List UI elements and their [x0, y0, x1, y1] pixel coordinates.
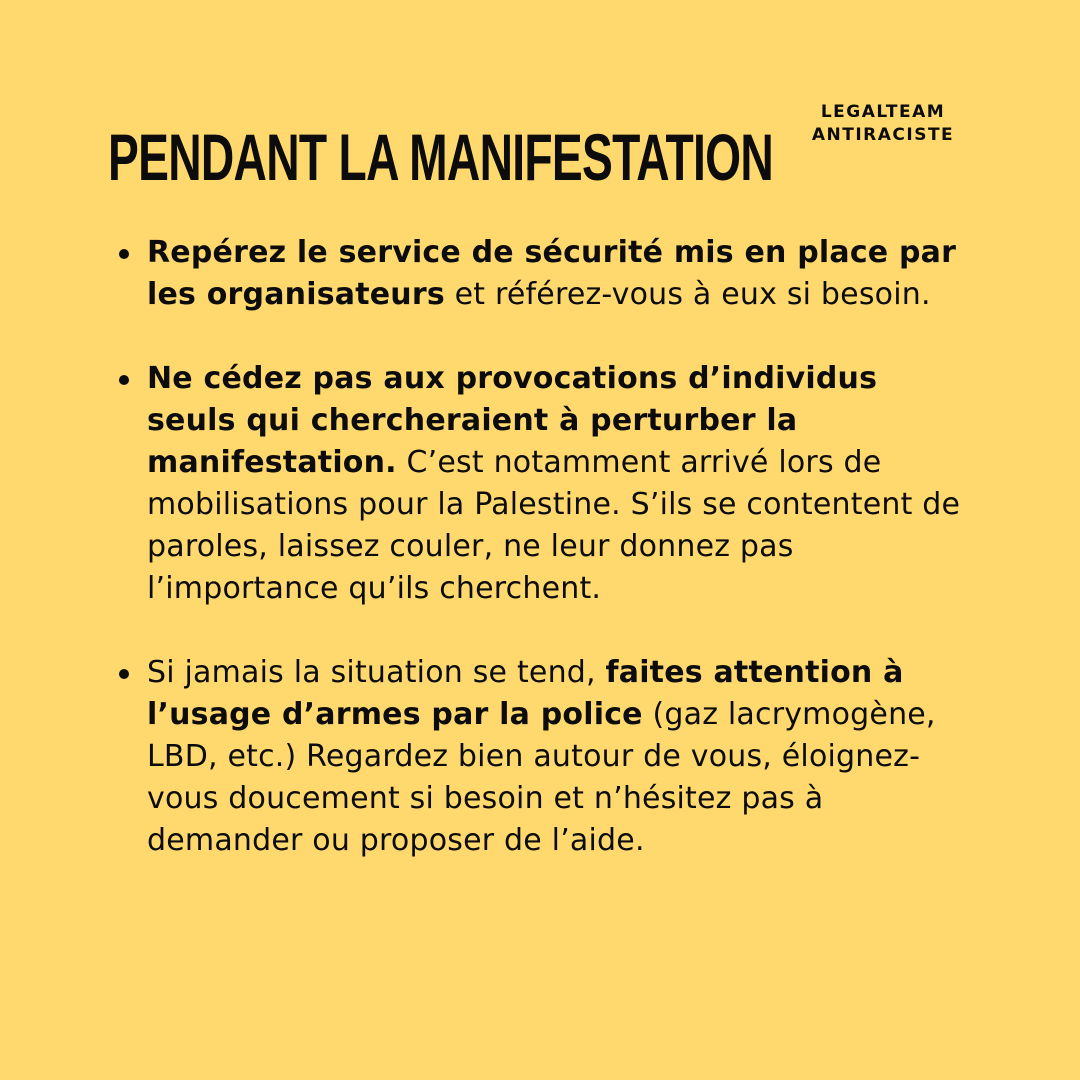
bullet-icon	[119, 375, 129, 385]
list-item	[108, 358, 968, 610]
item-text: C’est notamment arrivé lors de mobilisations pour la Palestine. S’ils se contentent de paroles, laissez couler, ne leur donnez pas l’importance qu’ils cherchent.	[147, 445, 961, 606]
page-title: PENDANT LA MANIFESTATION	[108, 120, 774, 194]
list-item	[108, 652, 968, 862]
item-bold-text: faites attention à l’usage d’armes par la police	[147, 655, 904, 732]
logo	[804, 101, 962, 147]
item-bold-text: Ne cédez pas aux provocations d’individus seuls qui chercheraient à perturber la manifestation.	[147, 361, 878, 480]
item-text: et référez-vous à eux si besoin.	[444, 277, 931, 312]
item-text: (gaz lacrymogène, LBD, etc.) Regardez bien autour de vous, éloignez-vous doucement si besoin et n’hésitez pas à demander ou proposer de l’aide.	[147, 697, 936, 858]
logo-line-antiraciste: ANTIRACISTE	[811, 125, 955, 145]
bullet-icon	[119, 249, 129, 259]
item-text: Si jamais la situation se tend,	[147, 655, 606, 690]
logo-line-legalteam: LEGALTEAM	[820, 102, 946, 122]
bullet-icon	[119, 669, 129, 679]
advice-list	[108, 232, 968, 862]
list-item	[108, 232, 968, 316]
item-bold-text: Repérez le service de sécurité mis en place par les organisateurs	[147, 235, 957, 312]
